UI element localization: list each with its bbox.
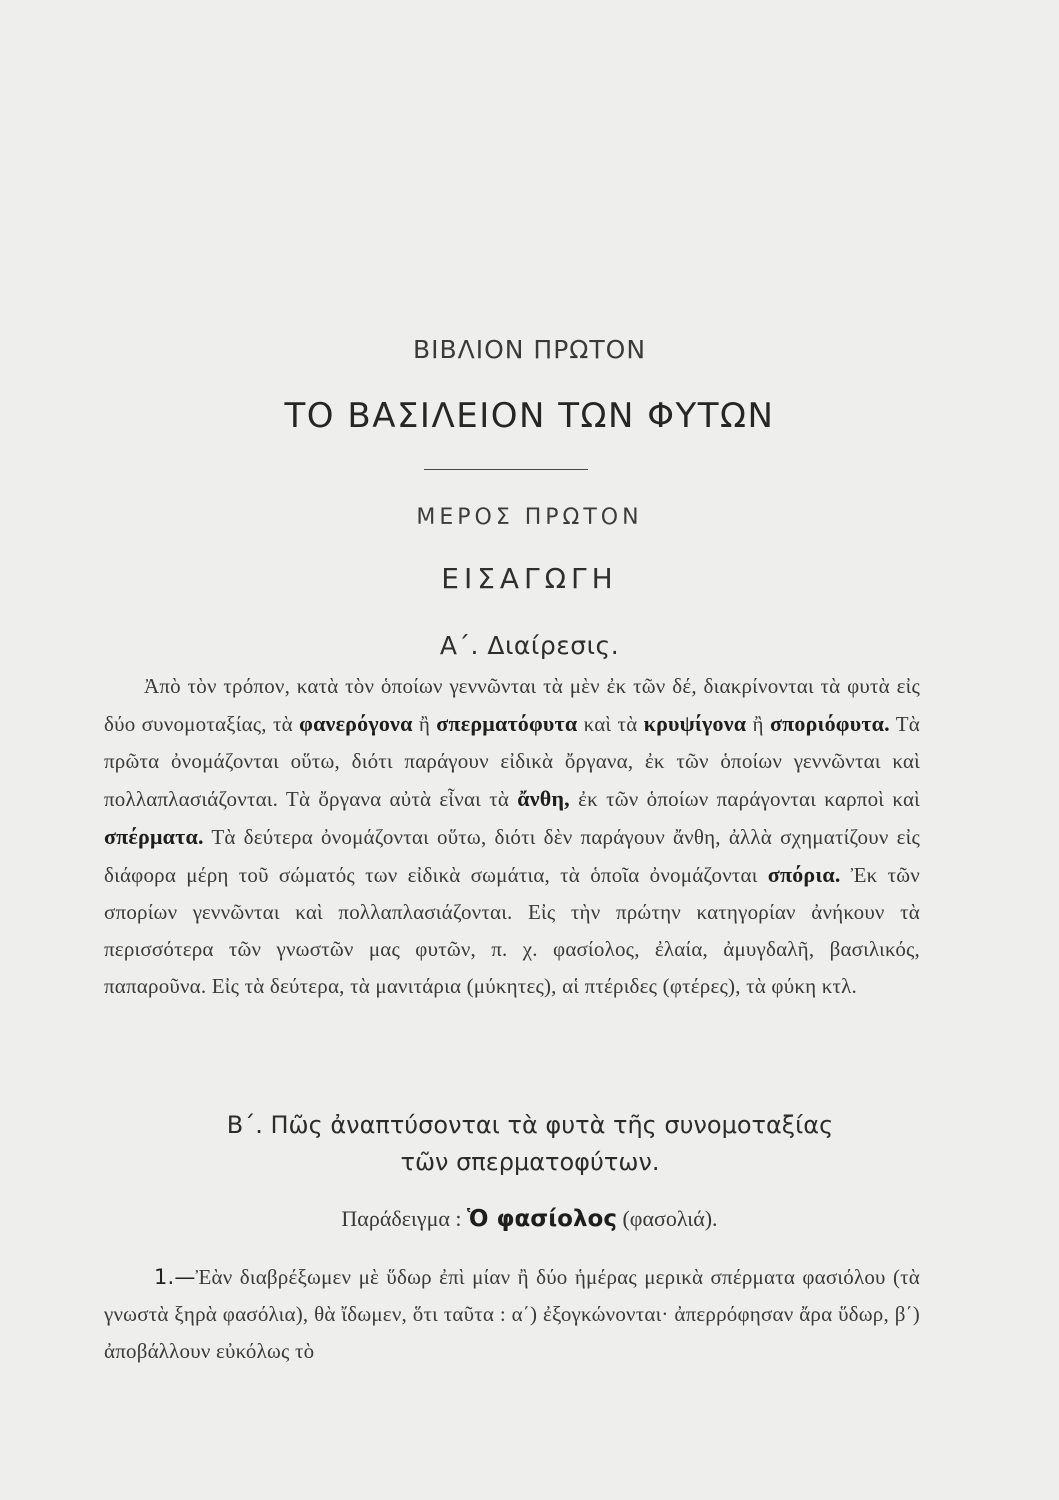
bold-term: σποριόφυτα. (769, 711, 890, 736)
bold-term: φανερόγονα (299, 711, 413, 736)
bold-term: ἄνθη, (517, 786, 570, 811)
section-a-heading: Α΄. Διαίρεσις. (439, 631, 620, 660)
part-label: ΜΕΡΟΣ ΠΡΩΤΟΝ (416, 505, 643, 530)
section-b-heading-line-1: Β΄. Πῶς ἀναπτύσονται τὰ φυτὰ τῆς συνομοταξίας (226, 1111, 834, 1139)
example-subject: Ὁ φασίολος (467, 1206, 617, 1232)
bold-term: κρυψίγονα (643, 711, 747, 736)
section-a-paragraph (104, 668, 920, 1005)
introduction-heading: ΕΙΣΑΓΩΓΗ (441, 562, 618, 595)
text-run: Τὰ πρῶτα ὀνομάζονται οὕτω, διότι παράγουν εἰδικὰ ὄργανα, ἐκ τῶν ὁποίων γεννῶνται καὶ πολλαπλασιάζονται. Τὰ ὄργανα αὐτὰ εἶναι τὰ (104, 712, 920, 811)
example-prefix: Παράδειγμα : (341, 1206, 468, 1231)
example-suffix: (φασολιά). (616, 1206, 718, 1231)
text-run: Ἀπὸ τὸν τρόπον, κατὰ τὸν ὁποίων γεννῶνται τὰ μὲν ἐκ τῶν δέ, διακρίνονται τὰ φυτὰ εἰς δύο συνομοταξίας, τὰ (104, 674, 920, 736)
text-run: ἐκ τῶν ὁποίων παράγονται καρποὶ καὶ (569, 787, 920, 811)
text-run: ἢ (746, 712, 770, 736)
numbered-paragraph (104, 1259, 920, 1370)
paragraph-number: 1.— (154, 1265, 196, 1289)
example-line (0, 1206, 1059, 1232)
book-label: ΒΙΒΛΙΟΝ ΠΡΩΤΟΝ (412, 335, 647, 364)
text-run: καὶ τὰ (577, 712, 644, 736)
paragraph-text: Ἐὰν διαβρέξωμεν μὲ ὕδωρ ἐπὶ μίαν ἢ δύο ἡμέρας μερικὰ σπέρματα φασιόλου (τὰ γνωστὰ ξηρὰ φασόλια), θὰ ἴδωμεν, ὅτι ταῦτα : α΄) ἐξογκώνονται· ἀπερρόφησαν ἄρα ὕδωρ, β΄) ἀποβάλλουν εὐκόλως τὸ (104, 1265, 920, 1363)
bold-term: σπερματόφυτα (436, 711, 578, 736)
page-title: ΤΟ ΒΑΣΙΛΕΙΟΝ ΤΩΝ ΦΥΤΩΝ (284, 396, 775, 436)
bold-term: σπέρματα. (104, 824, 204, 849)
text-run: ἢ (412, 712, 437, 736)
section-b-heading (150, 1107, 910, 1181)
title-divider (424, 469, 588, 470)
section-b-heading-line-2: τῶν σπερματοφύτων. (400, 1148, 660, 1176)
text-run: Ἐκ τῶν σπορίων γεννῶνται καὶ πολλαπλασιάζονται. Εἰς τὴν πρώτην κατηγορίαν ἀνήκουν τὰ περισσότερα τῶν γνωστῶν μας φυτῶν, π. χ. φασίολος, ἐλαία, ἀμυγδαλῆ, βασιλικός, παπαροῦνα. Εἰς τὰ δεύτερα, τὰ μανιτάρια (μύκητες), αἱ πτέριδες (φτέρες), τὰ φύκη κτλ. (104, 863, 920, 998)
bold-term: σπόρια. (767, 862, 841, 887)
text-run: Τὰ δεύτερα ὀνομάζονται οὕτω, διότι δὲν παράγουν ἄνθη, ἀλλὰ σχηματίζουν εἰς διάφορα μέρη τοῦ σώματός των εἰδικὰ σωμάτια, τὰ ὁποῖα ὀνομάζονται (104, 825, 920, 887)
